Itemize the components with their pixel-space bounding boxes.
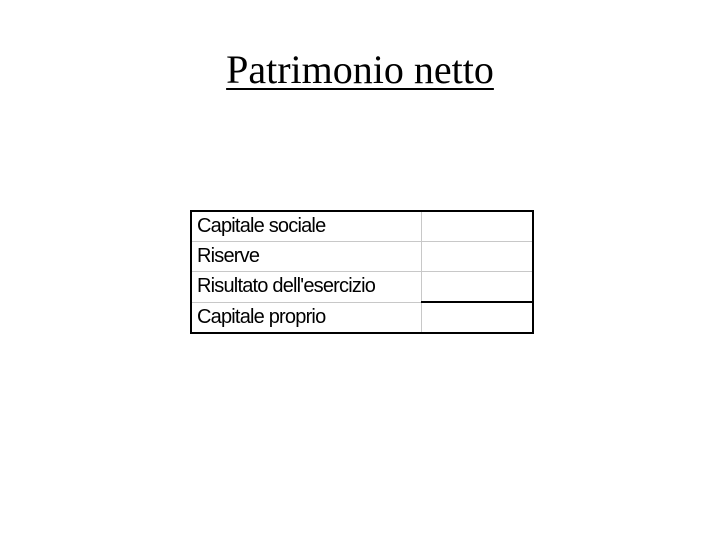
row-value-capitale-sociale[interactable] [422, 211, 534, 242]
table-row [191, 211, 533, 242]
table-row [191, 272, 533, 303]
slide-title: Patrimonio netto [226, 47, 494, 92]
table-row [191, 242, 533, 272]
table-row [191, 302, 533, 333]
row-label-risultato-esercizio[interactable]: Risultato dell'esercizio [191, 272, 422, 303]
row-label-capitale-proprio[interactable]: Capitale proprio [191, 302, 422, 333]
row-value-riserve[interactable] [422, 242, 534, 272]
row-label-riserve[interactable]: Riserve [191, 242, 422, 272]
row-value-capitale-proprio[interactable] [422, 302, 534, 333]
equity-table [190, 210, 534, 334]
row-value-risultato-esercizio[interactable] [422, 272, 534, 303]
row-label-capitale-sociale[interactable]: Capitale sociale [191, 211, 422, 242]
